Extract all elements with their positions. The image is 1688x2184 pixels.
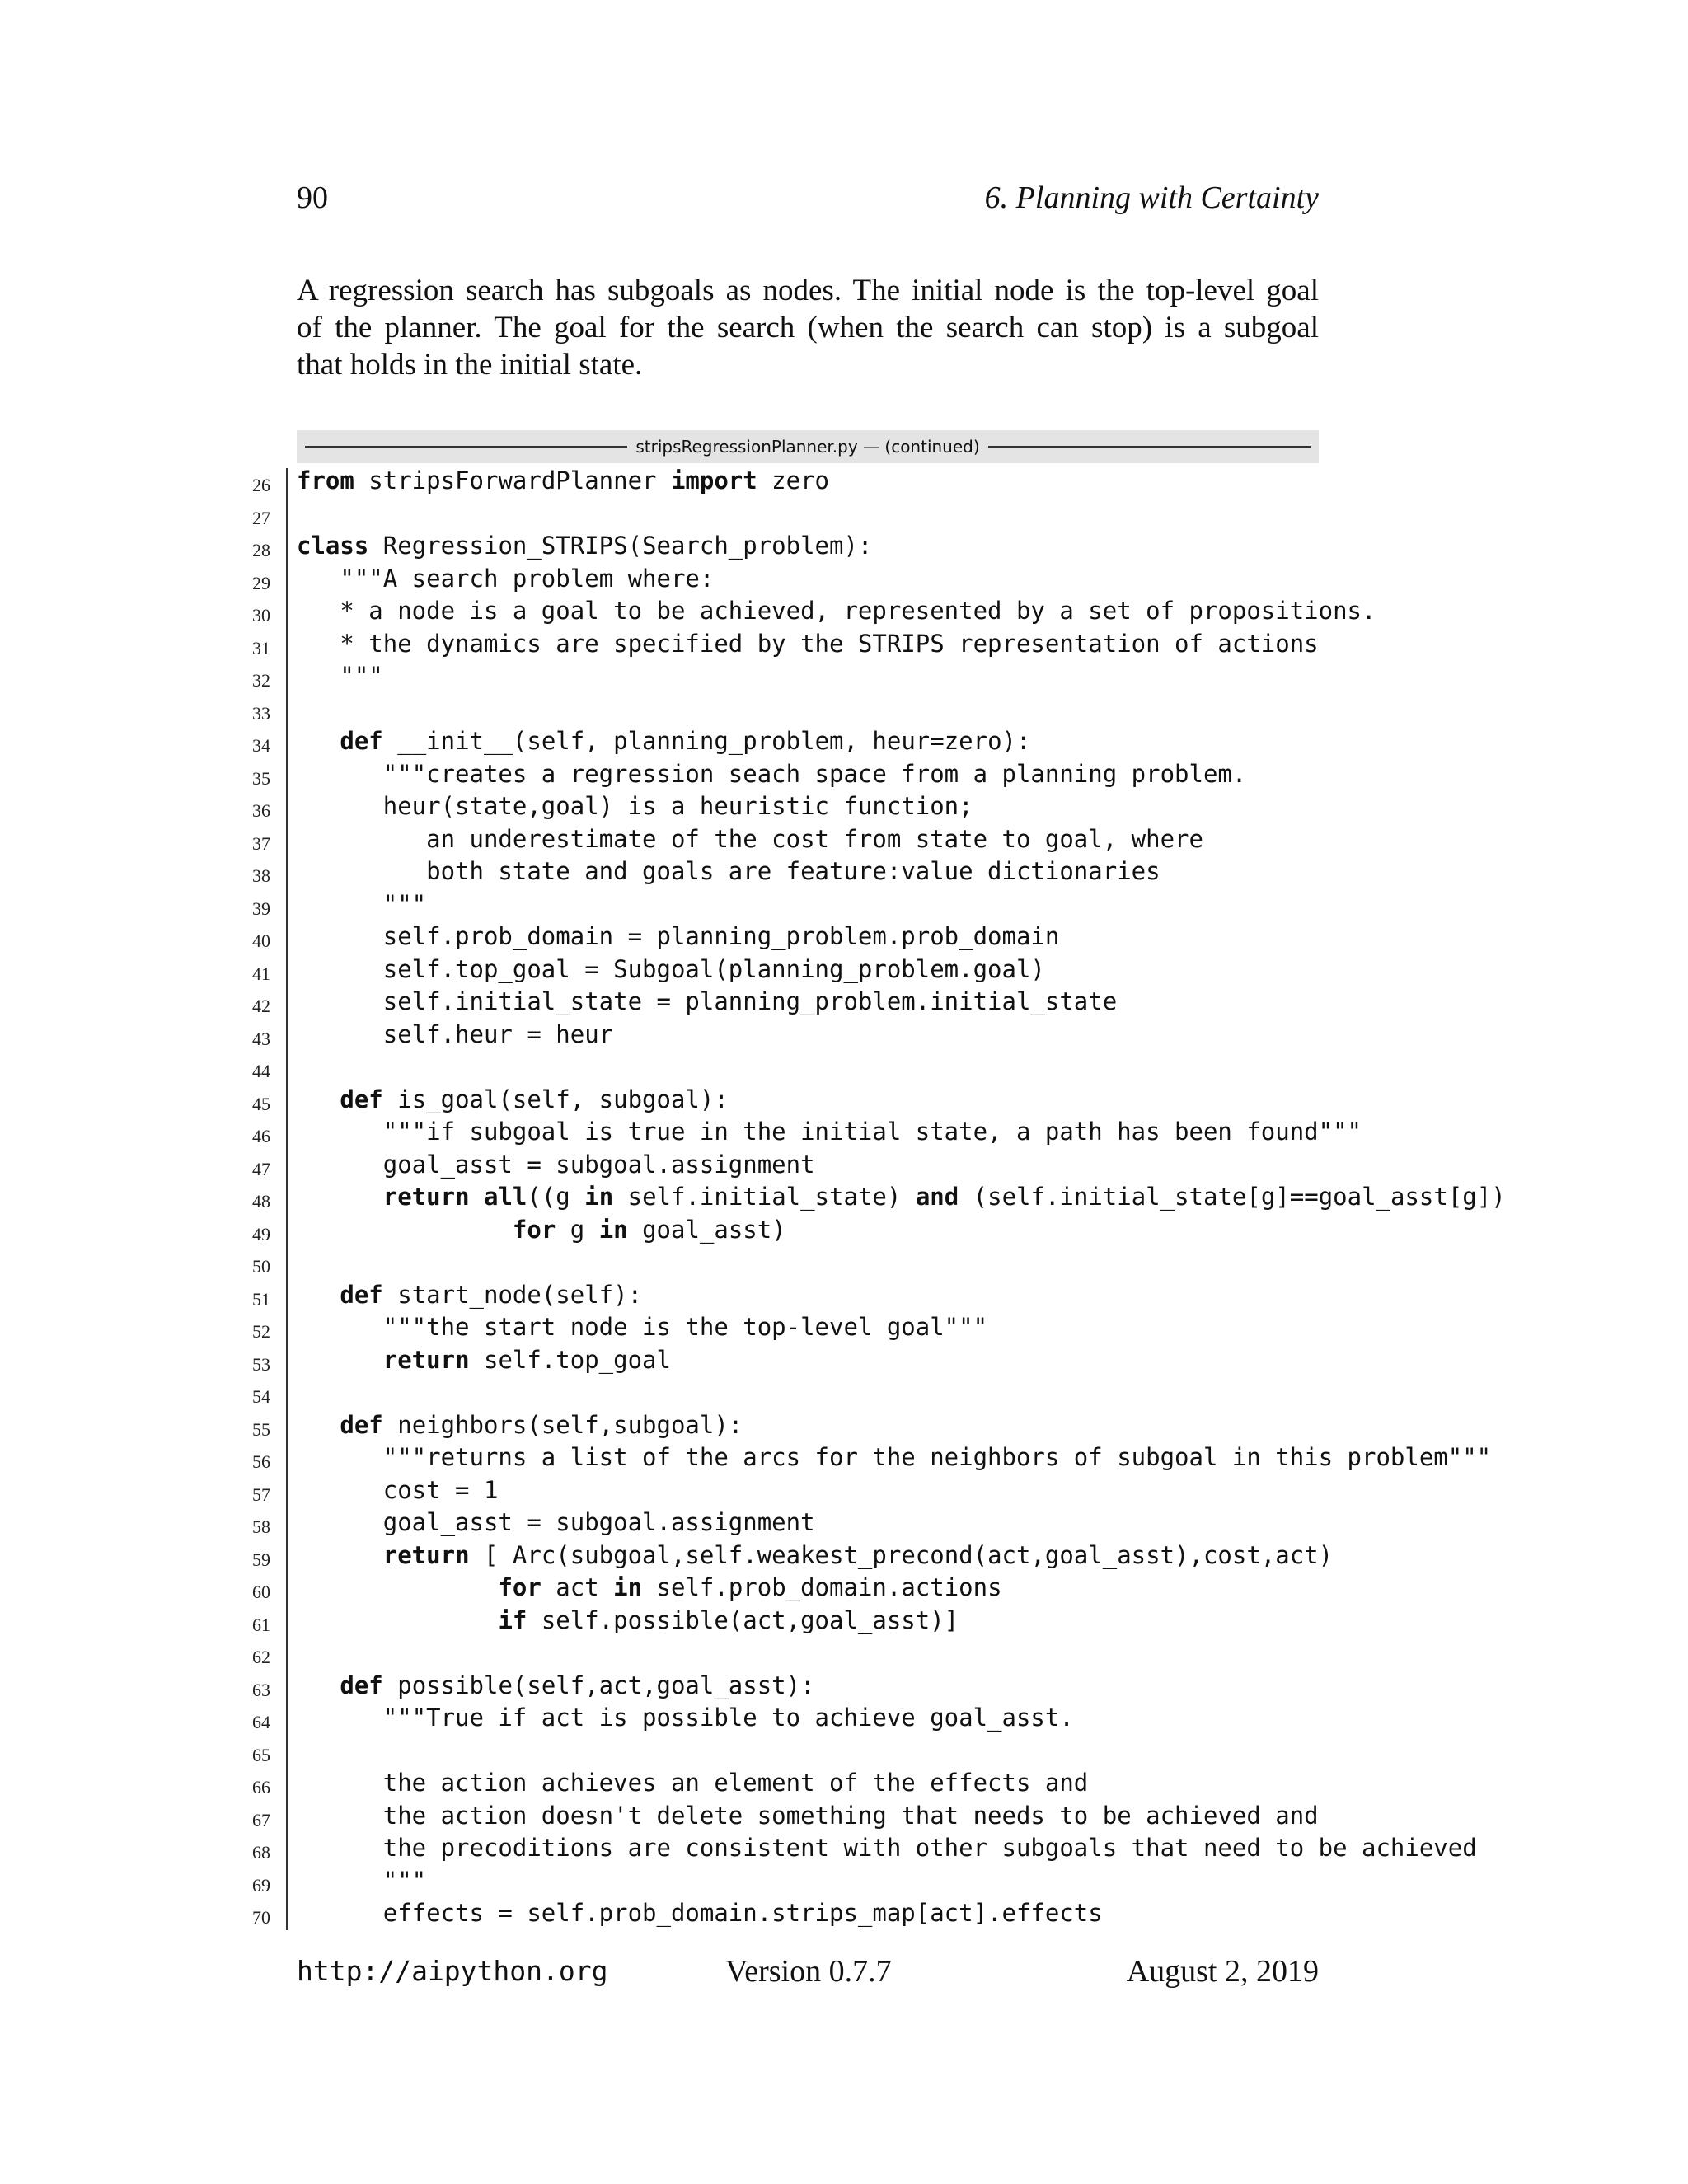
code-line xyxy=(206,1084,1492,1117)
line-number: 46 xyxy=(252,1126,270,1146)
intro-line: A regression search has subgoals as nodes. The initial node is the top-level goal xyxy=(297,274,1319,307)
line-number: 28 xyxy=(252,540,270,560)
line-number: 65 xyxy=(252,1744,270,1765)
intro-line: of the planner. The goal for the search (when the search can stop) is a subgoal xyxy=(297,311,1319,344)
listing-header xyxy=(297,430,1319,463)
code-text: """the start node is the top-level goal""" xyxy=(297,1313,988,1341)
code-line xyxy=(206,1735,1492,1768)
chapter-title: 6. Planning with Certainty xyxy=(984,180,1319,215)
code-line xyxy=(206,1540,1492,1572)
code-line xyxy=(206,1865,1492,1898)
header-rule-left xyxy=(305,446,627,448)
code-line xyxy=(206,1670,1492,1703)
code-line xyxy=(206,465,1492,498)
code-line xyxy=(206,1897,1492,1930)
line-number: 59 xyxy=(252,1549,270,1570)
code-text: def start_node(self): xyxy=(340,1280,643,1309)
line-number: 32 xyxy=(252,670,270,691)
code-text: """creates a regression seach space from a planning problem. xyxy=(297,759,1247,788)
line-number: 54 xyxy=(252,1386,270,1407)
code-line xyxy=(206,1116,1492,1149)
code-text: both state and goals are feature:value dictionaries xyxy=(297,857,1160,885)
code-line xyxy=(206,1702,1492,1735)
code-line xyxy=(206,888,1492,921)
code-line xyxy=(206,823,1492,856)
code-text: heur(state,goal) is a heuristic function; xyxy=(297,792,973,820)
line-number: 57 xyxy=(252,1483,270,1505)
line-number: 61 xyxy=(252,1614,270,1635)
line-number: 47 xyxy=(252,1158,270,1179)
line-number: 44 xyxy=(252,1061,270,1081)
code-text: an underestimate of the cost from state to goal, where xyxy=(297,824,1203,853)
code-text: the action doesn't delete something that needs to be achieved and xyxy=(297,1801,1319,1830)
code-text: def is_goal(self, subgoal): xyxy=(340,1085,729,1113)
code-text: return [ Arc(subgoal,self.weakest_precond(act,goal_asst),cost,act) xyxy=(382,1540,1334,1569)
code-text: self.heur = heur xyxy=(297,1019,614,1048)
line-number: 64 xyxy=(252,1712,270,1732)
code-text: for g in goal_asst) xyxy=(512,1215,786,1244)
code-line xyxy=(206,628,1492,661)
code-line xyxy=(206,1832,1492,1865)
code-line xyxy=(206,1507,1492,1540)
footer-version: Version 0.7.7 xyxy=(725,1954,892,1989)
line-number: 51 xyxy=(252,1288,270,1310)
code-text: def __init__(self, planning_problem, heur=zero): xyxy=(340,727,1031,755)
line-number: 45 xyxy=(252,1093,270,1114)
line-number: 66 xyxy=(252,1777,270,1797)
code-text: from stripsForwardPlanner import zero xyxy=(297,466,830,494)
line-number: 29 xyxy=(252,572,270,593)
line-number: 39 xyxy=(252,898,270,919)
line-number: 26 xyxy=(252,475,270,495)
line-number: 33 xyxy=(252,702,270,724)
code-text: self.prob_domain = planning_problem.prob_domain xyxy=(297,922,1060,950)
code-line xyxy=(206,693,1492,726)
code-line xyxy=(206,725,1492,758)
listing-caption: stripsRegressionPlanner.py — (continued) xyxy=(635,437,980,457)
code-text: """ xyxy=(297,1866,427,1895)
code-text: if self.possible(act,goal_asst)] xyxy=(498,1605,959,1634)
line-number: 34 xyxy=(252,735,270,756)
code-line xyxy=(206,1605,1492,1638)
page-number: 90 xyxy=(297,180,328,215)
line-number: 63 xyxy=(252,1679,270,1700)
code-line xyxy=(206,1441,1492,1474)
code-listing xyxy=(206,465,1506,1930)
code-line xyxy=(206,855,1492,888)
line-number: 53 xyxy=(252,1353,270,1375)
code-text: """ xyxy=(297,662,383,690)
code-text: return self.top_goal xyxy=(382,1345,671,1374)
code-line xyxy=(206,1637,1492,1670)
line-number: 38 xyxy=(252,865,270,886)
line-number: 35 xyxy=(252,767,270,789)
code-line xyxy=(206,1800,1492,1833)
line-number: 42 xyxy=(252,996,270,1016)
code-text: class Regression_STRIPS(Search_problem): xyxy=(297,532,873,560)
code-line xyxy=(206,1279,1492,1312)
line-number: 55 xyxy=(252,1418,270,1440)
code-text: cost = 1 xyxy=(297,1475,499,1504)
code-text: the action achieves an element of the effects and xyxy=(297,1769,1089,1797)
line-number: 70 xyxy=(252,1907,270,1928)
code-line xyxy=(206,1214,1492,1247)
line-number: 52 xyxy=(252,1321,270,1342)
footer-date: August 2, 2019 xyxy=(1126,1954,1319,1989)
code-text: self.initial_state = planning_problem.initial_state xyxy=(297,987,1118,1015)
line-number: 48 xyxy=(252,1191,270,1212)
intro-paragraph xyxy=(297,272,1319,383)
code-line xyxy=(206,1767,1492,1800)
code-text: return all((g in self.initial_state) and (self.initial_state[g]==goal_asst[g]) xyxy=(382,1183,1506,1211)
code-text: goal_asst = subgoal.assignment xyxy=(297,1150,815,1179)
line-number: 50 xyxy=(252,1256,270,1277)
line-number: 60 xyxy=(252,1582,270,1602)
code-line xyxy=(206,954,1492,987)
line-number: 56 xyxy=(252,1451,270,1472)
code-line xyxy=(206,1181,1506,1214)
code-line xyxy=(206,660,1492,693)
line-number: 68 xyxy=(252,1842,270,1863)
code-line xyxy=(206,1474,1492,1507)
line-number: 67 xyxy=(252,1809,270,1830)
code-text: def neighbors(self,subgoal): xyxy=(340,1410,743,1439)
code-line xyxy=(206,986,1492,1019)
line-number: 37 xyxy=(252,832,270,854)
line-number: 40 xyxy=(252,930,270,951)
code-text: * the dynamics are specified by the STRIPS representation of actions xyxy=(297,629,1319,658)
intro-line: that holds in the initial state. xyxy=(297,348,643,382)
code-line xyxy=(206,1409,1492,1442)
code-text: """returns a list of the arcs for the neighbors of subgoal in this problem""" xyxy=(297,1443,1492,1471)
line-number: 62 xyxy=(252,1647,270,1667)
line-number: 31 xyxy=(252,637,270,658)
code-text: """ xyxy=(297,889,427,918)
code-text: goal_asst = subgoal.assignment xyxy=(297,1508,815,1536)
code-line xyxy=(206,530,1492,563)
code-line xyxy=(206,563,1492,596)
code-line xyxy=(206,790,1492,823)
code-line xyxy=(206,1572,1492,1605)
code-text: effects = self.prob_domain.strips_map[act].effects xyxy=(297,1899,1103,1927)
line-number: 69 xyxy=(252,1874,270,1896)
code-text: """if subgoal is true in the initial state, a path has been found""" xyxy=(297,1118,1362,1146)
code-line xyxy=(206,921,1492,954)
code-line xyxy=(206,1344,1492,1377)
code-line xyxy=(206,595,1492,628)
code-text: self.top_goal = Subgoal(planning_problem.goal) xyxy=(297,954,1045,983)
code-text: the precoditions are consistent with other subgoals that need to be achieved xyxy=(297,1834,1477,1862)
code-line xyxy=(206,1019,1492,1052)
header-rule-right xyxy=(988,446,1311,448)
code-line xyxy=(206,758,1492,791)
footer-url: http://aipython.org xyxy=(297,1955,608,1987)
line-number: 58 xyxy=(252,1516,270,1537)
line-number: 41 xyxy=(252,963,270,984)
code-text: for act in self.prob_domain.actions xyxy=(498,1573,1002,1601)
line-number: 49 xyxy=(252,1223,270,1244)
code-text: * a node is a goal to be achieved, represented by a set of propositions. xyxy=(297,597,1376,625)
code-text: def possible(self,act,goal_asst): xyxy=(340,1671,815,1699)
code-text: """True if act is possible to achieve goal_asst. xyxy=(297,1704,1074,1732)
code-line xyxy=(206,498,1492,531)
line-number: 27 xyxy=(252,507,270,528)
code-line xyxy=(206,1376,1492,1409)
line-number: 30 xyxy=(252,605,270,626)
code-line xyxy=(206,1051,1492,1084)
code-line xyxy=(206,1246,1492,1279)
line-number: 36 xyxy=(252,800,270,821)
code-text: """A search problem where: xyxy=(297,564,715,593)
code-line xyxy=(206,1149,1492,1182)
line-number: 43 xyxy=(252,1028,270,1049)
code-line xyxy=(206,1311,1492,1344)
